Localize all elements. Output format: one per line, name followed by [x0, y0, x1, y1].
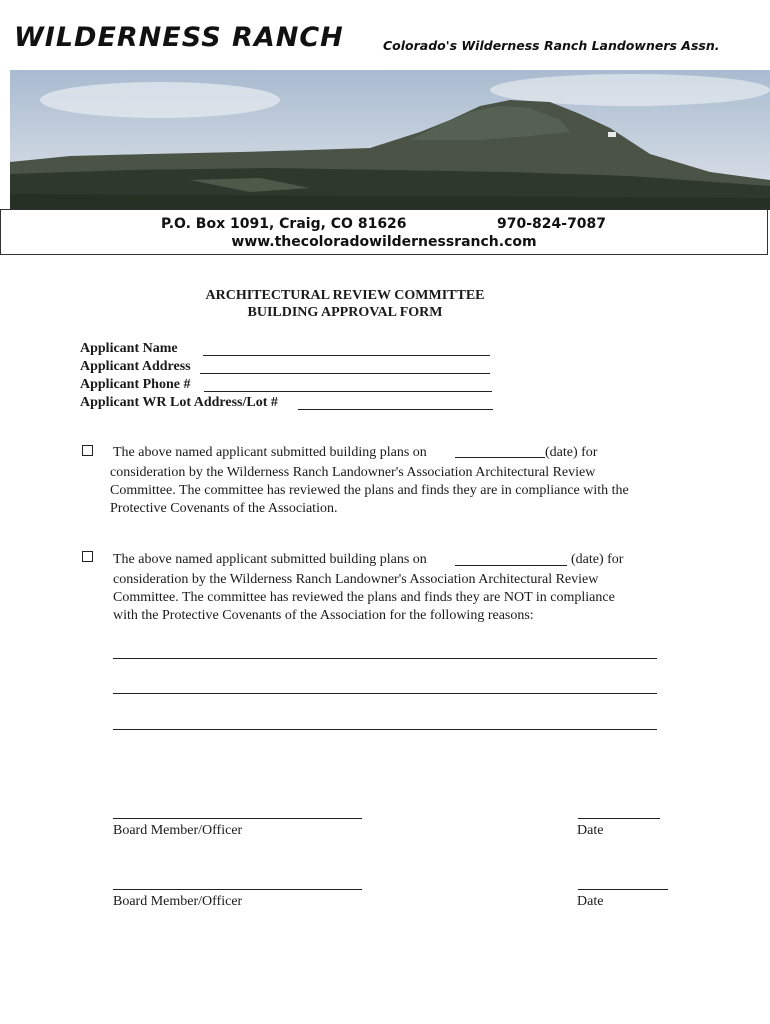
approval-line3: Committee. The committee has reviewed the plans and finds they are in compliance with the [110, 483, 629, 498]
signature-line-2[interactable] [113, 889, 362, 890]
mailing-address: P.O. Box 1091, Craig, CO 81626 [161, 216, 407, 232]
applicant-name-input[interactable] [203, 355, 490, 356]
form-title-approval: BUILDING APPROVAL FORM [247, 305, 443, 320]
applicant-address-input[interactable] [200, 373, 490, 374]
signature-date-line-1[interactable] [578, 818, 660, 819]
approval-line1-suffix: (date) for [545, 445, 598, 460]
association-tagline: Colorado's Wilderness Ranch Landowners Assn. [383, 38, 720, 53]
denial-date-input[interactable] [455, 565, 567, 566]
website-link[interactable]: www.thecoloradowildernessranch.com [231, 234, 537, 250]
applicant-lot-label: Applicant WR Lot Address/Lot # [80, 395, 278, 410]
date-label-1: Date [577, 823, 604, 838]
signature-line-1[interactable] [113, 818, 362, 819]
applicant-name-label: Applicant Name [80, 341, 178, 356]
denial-line1-suffix: (date) for [571, 552, 624, 567]
reason-line-2[interactable] [113, 693, 657, 694]
signature-label-2: Board Member/Officer [113, 894, 243, 909]
denial-line3: Committee. The committee has reviewed the plans and finds they are NOT in compliance [113, 590, 615, 605]
applicant-address-label: Applicant Address [80, 359, 191, 374]
date-label-2: Date [577, 894, 604, 909]
reason-line-1[interactable] [113, 658, 657, 659]
contact-box [0, 209, 768, 255]
reason-line-3[interactable] [113, 729, 657, 730]
phone-number: 970-824-7087 [497, 216, 607, 232]
mountain-illustration [10, 70, 770, 210]
applicant-lot-input[interactable] [298, 409, 493, 410]
signature-label-1: Board Member/Officer [113, 823, 243, 838]
applicant-phone-label: Applicant Phone # [80, 377, 191, 392]
approval-line2: consideration by the Wilderness Ranch Landowner's Association Architectural Review [110, 465, 596, 480]
denial-line2: consideration by the Wilderness Ranch Landowner's Association Architectural Review [113, 572, 599, 587]
approval-date-input[interactable] [455, 457, 545, 458]
approval-line1-prefix: The above named applicant submitted building plans on [113, 445, 427, 460]
denial-checkbox[interactable] [82, 551, 93, 562]
approval-checkbox[interactable] [82, 445, 93, 456]
applicant-phone-input[interactable] [204, 391, 492, 392]
signature-date-line-2[interactable] [578, 889, 668, 890]
denial-line1-prefix: The above named applicant submitted building plans on [113, 552, 427, 567]
denial-line4: with the Protective Covenants of the Association for the following reasons: [113, 608, 534, 623]
brand-title: WILDERNESS RANCH [14, 22, 344, 53]
form-title-committee: ARCHITECTURAL REVIEW COMMITTEE [205, 288, 485, 303]
approval-line4: Protective Covenants of the Association. [110, 501, 338, 516]
mountain-banner-image [10, 70, 770, 210]
